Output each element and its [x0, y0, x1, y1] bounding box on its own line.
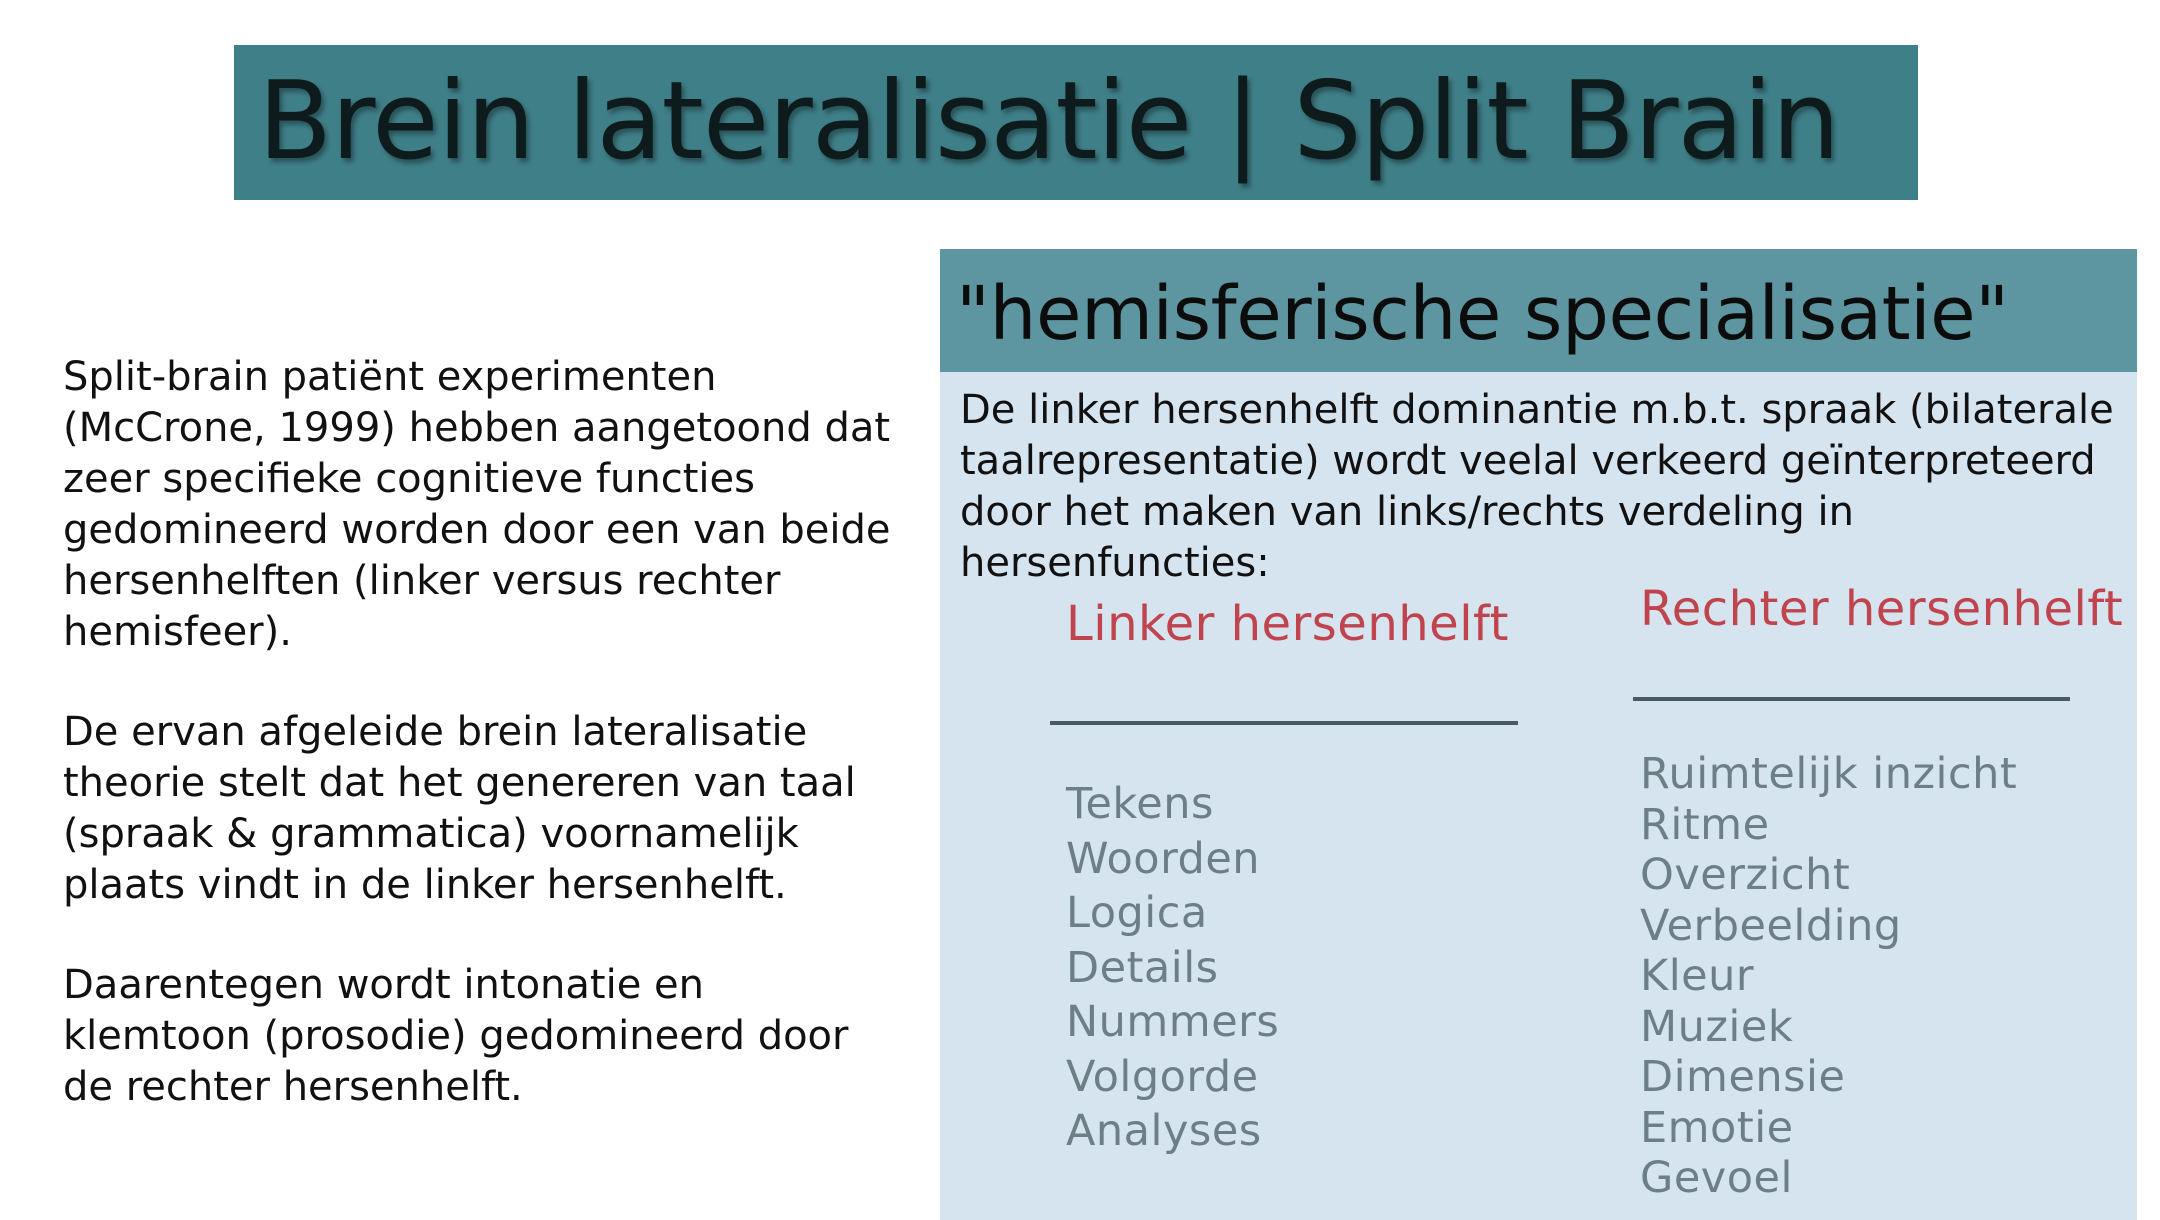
- body-paragraph: Split-brain patiënt experimenten (McCrone, 1999) hebben aangetoond dat zeer specifieke cognitieve functies gedomineerd worden door een van beide hersenhelften (linker versus rechter hemisfeer).: [63, 354, 891, 655]
- list-item: Overzicht: [1640, 850, 1851, 900]
- list-item: Ritme: [1640, 799, 1770, 850]
- list-item: Analyses: [1066, 1106, 1262, 1156]
- list-item: Tekens: [1066, 779, 1214, 829]
- title-banner: [234, 45, 1918, 200]
- list-item: Ruimtelijk inzicht: [1640, 749, 2018, 799]
- list-item: Verbeelding: [1640, 900, 1902, 951]
- left-column-heading: Linker hersenhelft: [1066, 596, 1509, 652]
- list-item: Volgorde: [1066, 1051, 1259, 1102]
- list-item: Nummers: [1066, 997, 1280, 1047]
- list-item: Emotie: [1640, 1102, 1794, 1153]
- list-item: Logica: [1066, 888, 1208, 938]
- right-column-divider: [1633, 697, 2070, 701]
- body-paragraph: De ervan afgeleide brein lateralisatie theorie stelt dat het genereren van taal (spraak & grammatica) voornamelijk plaats vindt in de linker hersenhelft.: [63, 709, 856, 908]
- list-item: Gevoel: [1640, 1153, 1793, 1203]
- left-column-list: [1066, 777, 1279, 1159]
- list-item: Details: [1066, 942, 1219, 993]
- list-item: Muziek: [1640, 1001, 1794, 1052]
- panel-header: [940, 249, 2137, 372]
- body-paragraph: Daarentegen wordt intonatie en klemtoon (prosodie) gedomineerd door de rechter hersenhelft.: [63, 962, 849, 1110]
- list-item: Dimensie: [1640, 1052, 1846, 1102]
- right-column-list: [1640, 749, 2017, 1204]
- list-item: Woorden: [1066, 833, 1261, 884]
- slide-title: Brein lateralisatie | Split Brain: [258, 59, 1840, 184]
- panel-heading: "hemisferische specialisatie": [956, 271, 2009, 357]
- specialisation-panel: [940, 249, 2137, 1220]
- left-column-divider: [1050, 721, 1518, 725]
- right-column-heading: Rechter hersenhelft: [1640, 581, 2124, 637]
- body-text: [63, 352, 903, 1162]
- panel-intro: De linker hersenhelft dominantie m.b.t. spraak (bilaterale taalrepresentatie) wordt veelal verkeerd geïnterpreteerd door het maken van links/rechts verdeling in hersenfuncties:: [960, 387, 2114, 586]
- list-item: Kleur: [1640, 951, 1755, 1001]
